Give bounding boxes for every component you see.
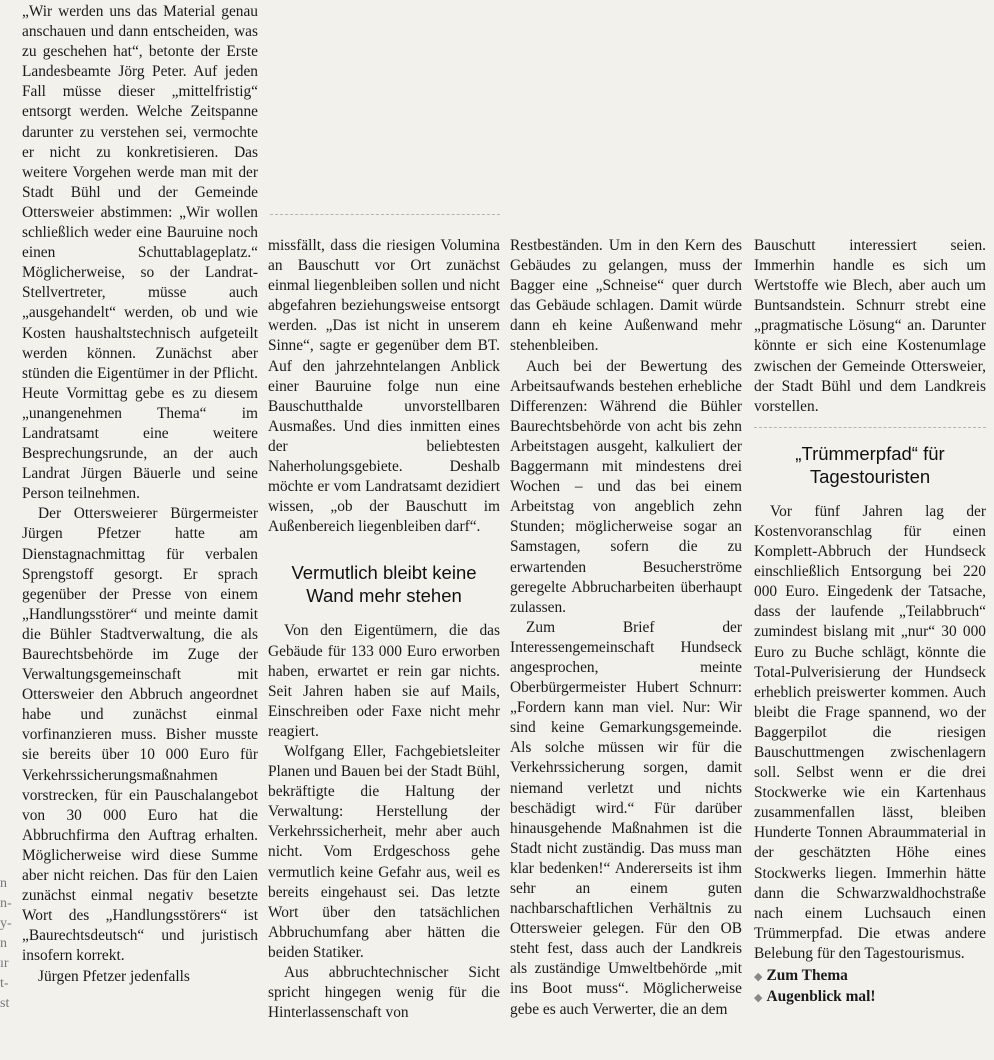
article-paragraph: Jürgen Pfetzer jedenfalls [38,967,190,985]
cross-reference-link[interactable] [754,966,986,987]
article-paragraph: Von den Eigentümern, die das Gebäude für 133 000 Euro erworben haben, erwartet er rein gar nichts. Seit Jahren haben sie auf Mails, Einschreiben oder Faxe nicht mehr reagiert. [268,622,500,740]
diamond-icon: ◆ [754,971,763,983]
article-paragraph: Der Ottersweierer Bürgermeister Jürgen Pfetzer hatte am Dienstagnachmittag für verbalen Sprengstoff gesorgt. Er sprach gegenüber der Presse von einem „Handlungsstörer“ und meinte damit die Bühler Stadtverwaltung, die als Baurechtsbehörde im Zuge der Verwaltungsgemeinschaft mit Ottersweier den Abbruch angeordnet habe und zunächst einmal vorfinanzieren muss. Bisher musste sie bereits über 10 000 Euro für Verkehrssicherungsmaßnahmen vorstrecken, für ein Pauschalangebot von 30 000 Euro hat die Abbruchfirma den Auftrag erhalten. Möglicherweise wird diese Summe aber nicht reichen. Das für den Laien zunächst einmal negativ besetzte Wort des „Handlungsstörers“ ist „Baurechtsdeutsch“ und juristisch insofern korrekt. [22,505,258,965]
article-paragraph: Auch bei der Bewertung des Arbeitsaufwands bestehen erhebliche Differenzen: Während die Bühler Baurechtsbehörde von acht bis zehn Arbeitstagen ausgeht, kalkuliert der Baggermann mit mindestens drei Wochen – und das bei einem Arbeitstag von angeblich zehn Stunden; möglicherweise sogar an Samstagen, sofern die zu erwartenden Besucherströme geregelte Abbrucharbeiten überhaupt zulassen. [510,357,742,616]
subheading: Vermutlich bleibt keine Wand mehr stehen [291,562,477,607]
edge-fragment: n [0,876,7,891]
article-column-4 [754,236,986,1008]
article-column-3 [510,236,742,1020]
edge-fragment: t- [0,976,9,991]
article-paragraph: Zum Brief der Interessengemeinschaft Hundseck angesprochen, meinte Oberbürgermeister Hubert Schnurr: „Fordern kann man viel. Nur: Wir sind keine Gemarkungsgemeinde. Als solche müssen wir für die Verkehrssicherung sorgen, damit niemand verletzt und nichts beschädigt wird.“ Für darüber hinausgehende Maßnahmen ist die Stadt nicht zuständig. Das muss man klar bedenken!“ Andererseits ist ihm sehr an einem guten nachbarschaftlichen Verhältnis zu Ottersweier gelegen. Für den OB steht fest, dass auch der Landkreis als zuständige Umweltbehörde „mit ins Boot muss“. Möglicherweise gebe es auch Verwerter, die an dem [510,618,742,1018]
left-edge-fragments [0,0,14,1060]
cross-reference-label: Zum Thema [766,967,848,984]
edge-fragment: y- [0,916,12,931]
diamond-icon: ◆ [754,992,763,1004]
edge-fragment: n- [0,896,12,911]
edge-fragment: st [0,996,10,1011]
cross-reference-label: Augenblick mal! [766,988,876,1005]
article-paragraph: missfällt, dass die riesigen Volumina an Bauschutt vor Ort zunächst einmal liegenbleiben sollen und nicht abgefahren beziehungsweise entsorgt werden. „Das ist nicht in unserem Sinne“, sagte er gegenüber dem BT. Auf den jahrzehntelangen Anblick einer Bauruine folge nun eine Bauschutthalde unvorstellbaren Ausmaßes. Und dies inmitten eines der beliebtesten Naherholungsgebiete. Deshalb möchte er vom Landratsamt dezidiert wissen, „ob der Bauschutt im Außenbereich liegenbleiben darf“. [268,237,500,536]
cross-reference-link[interactable] [754,987,986,1008]
article-paragraph: „Wir werden uns das Material genau anschauen und dann entscheiden, was zu geschehen hat“, betonte der Erste Landesbeamte Jörg Peter. Auf jeden Fall müsse dieser „mittelfristig“ entsorgt werden. Welche Zeitspanne darunter zu verstehen sei, vermochte er nicht zu konkretisieren. Das weitere Vorgehen werde man mit der Stadt Bühl und der Gemeinde Ottersweier abstimmen: „Wir wollen schließlich weder eine Bauruine noch einen Schuttablageplatz.“ Möglicherweise, so der Landrat-Stellvertreter, müsse auch „ausgehandelt“ werden, ob und wie Kosten haushaltstechnisch aufgeteilt werden können. Zunächst aber stünden die Eigentümer in der Pflicht. Heute Vormittag gebe es zu diesem „unangenehmen Thema“ im Landratsamt eine weitere Besprechungsrunde, an der auch Landrat Jürgen Bäuerle und seine Person teilnehmen. [22,3,258,503]
article-paragraph: Bauschutt interessiert seien. Immerhin handle es sich um Wertstoffe wie Blech, aber auch um Buntsandstein. Schnurr strebt eine „pragmatische Lösung“ an. Darunter könnte er sich eine Kostenumlage zwischen der Gemeinde Ottersweier, der Stadt Bühl und dem Landkreis vorstellen. [754,237,986,415]
edge-fragment: n [0,936,7,951]
article-column-2 [268,236,500,1023]
article-paragraph: Restbeständen. Um in den Kern des Gebäudes zu gelangen, muss der Bagger eine „Schneise“ quer durch das Gebäude schlagen. Damit würde dann eh keine Außenwand mehr stehenbleiben. [510,237,742,355]
article-paragraph: Vor fünf Jahren lag der Kostenvoranschlag für einen Komplett-Abbruch der Hundseck einschließlich Entsorgung bei 220 000 Euro. Eingedenk der Tatsache, dass der laufende „Teilabbruch“ zumindest bislang mit „nur“ 30 000 Euro zu Buche schlägt, könnte die Total-Pulverisierung der Hundseck erheblich preiswerter kommen. Auch bleibt die Frage spannend, wo der Baggerpilot die riesigen Bauschuttmengen zwischenlagern soll. Selbst wenn er die drei Stockwerke wie ein Kartenhaus zusammenfallen lässt, bleiben Hunderte Tonnen Abraummaterial in der geschätzten Höhe eines Stockwerks liegen. Immerhin hätte dann die Schwarzwaldhochstraße nach einem Luchsauch einen Trümmerpfad. Die etwas andere Belebung für den Tagestourismus. [754,502,986,962]
article-column-1 [22,2,258,987]
article-paragraph: Wolfgang Eller, Fachgebietsleiter Planen und Bauen bei der Stadt Bühl, bekräftigte die Haltung der Verwaltung: Herstellung der Verkehrssicherheit, mehr aber auch nicht. Vom Erdgeschoss gehe vermutlich keine Gefahr aus, weil es bereits eingehaust sei. Das letzte Wort über den tatsächlichen Abbruchumfang aber hätten die beiden Statiker. [268,742,500,961]
article-paragraph: Aus abbruchtechnischer Sicht spricht hingegen wenig für die Hinterlassenschaft von [268,964,500,1022]
subheading: „Trümmerpfad“ für Tagestouristen [795,442,945,487]
edge-fragment: ır [0,956,9,971]
column-divider [754,427,986,428]
section-divider [270,214,500,215]
cross-references [754,966,986,1008]
